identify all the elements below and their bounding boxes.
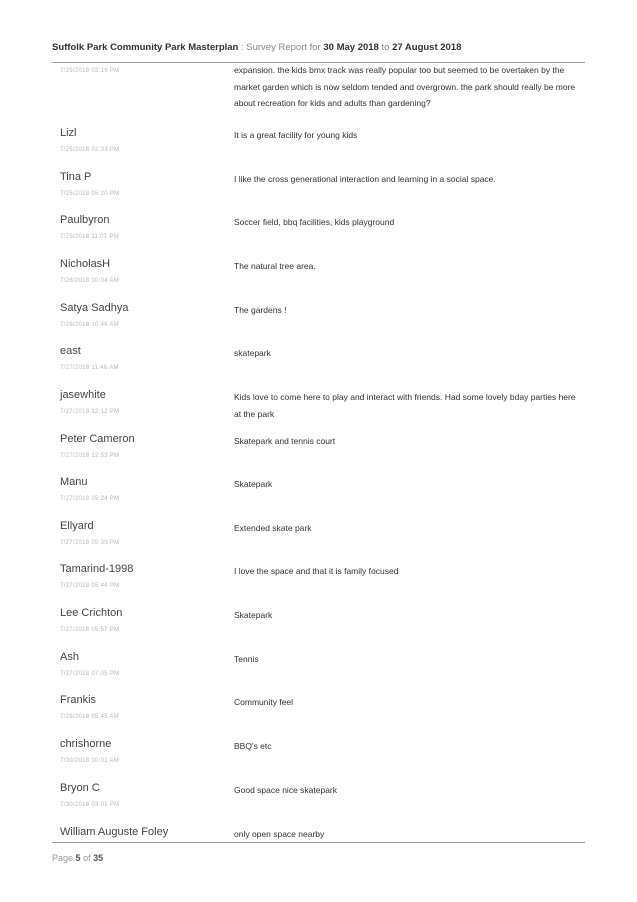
response-timestamp: 7/26/2018 10:46 AM [60,322,120,328]
response-text: skatepark [234,348,271,358]
respondent-name: Peter Cameron [60,433,135,445]
report-end-date: 27 August 2018 [392,42,462,53]
response-timestamp: 7/26/2018 10:04 AM [60,278,120,284]
respondent-name: Ash [60,651,79,663]
response-timestamp: 7/30/2018 03:01 PM [60,802,120,808]
report-start-date: 30 May 2018 [323,42,379,53]
response-text: The gardens ! [234,305,287,315]
report-subtitle: : Survey Report for [241,42,321,53]
response-text: I love the space and that it is family focused [234,566,399,576]
response-timestamp: 7/25/2018 11:07 PM [60,234,119,240]
page-footer [52,842,585,863]
response-text: Skatepark [234,610,273,620]
respondent-name: Ellyard [60,520,94,532]
response-timestamp: 7/27/2018 12:53 PM [60,453,120,459]
respondent-name: Paulbyron [60,214,110,226]
report-title: Suffolk Park Community Park Masterplan [52,42,239,53]
response-timestamp: 7/25/2018 05:20 PM [60,191,120,197]
respondent-name: William Auguste Foley [60,826,169,838]
response-text: Tennis [234,654,259,664]
response-text: Good space nice skatepark [234,785,338,795]
response-text: BBQ's etc [234,741,272,751]
response-timestamp: 7/25/2018 02:33 PM [60,147,120,153]
response-timestamp: 7/27/2018 05:57 PM [60,627,120,633]
respondent-name: Manu [60,476,88,488]
page-total: 35 [93,853,104,863]
response-text: expansion. the kids bmx track was really popular too but seemed to be overtaken by the market garden which is now seldom tended and overgrown. the park should really be more about recreation for kids and adults than gardening? [234,65,576,108]
response-text: Extended skate park [234,523,312,533]
respondent-name: Frankis [60,694,97,706]
response-timestamp: 7/27/2018 12:12 PM [60,409,120,415]
page-number: 5 [75,853,81,863]
response-timestamp: 7/30/2018 10:01 AM [60,758,120,764]
response-text: I like the cross generational interaction and learning in a social space. [234,174,496,184]
page-of-label: of [83,853,91,863]
respondent-name: jasewhite [60,389,106,401]
response-timestamp: 7/28/2018 05:45 AM [60,714,120,720]
response-text: Skatepark and tennis court [234,436,336,446]
respondent-name: chrishorne [60,738,112,750]
response-text: It is a great facility for young kids [234,130,358,140]
respondent-name: Lizl [60,127,77,139]
respondent-name: Tamarind-1998 [60,563,134,575]
response-text: The natural tree area. [234,261,316,271]
response-timestamp: 7/27/2018 11:46 AM [60,365,119,371]
page-label: Page [52,853,74,863]
respondent-name: east [60,345,81,357]
response-text: Soccer field, bbq facilities, kids playground [234,217,395,227]
respondent-name: Tina P [60,171,92,183]
respondent-name: Satya Sadhya [60,302,129,314]
report-date-separator: to [381,42,390,53]
response-text: Kids love to come here to play and interact with friends. Had some lovely bday parties here at the park [234,392,576,419]
response-text: Community feel [234,697,294,707]
response-timestamp: 7/27/2018 07:05 PM [60,671,120,677]
respondent-name: NicholasH [60,258,111,270]
response-timestamp: 7/25/2018 02:16 PM [60,68,120,74]
respondent-name: Lee Crichton [60,607,123,619]
response-text: only open space nearby [234,829,325,839]
response-text: Skatepark [234,479,273,489]
response-timestamp: 7/27/2018 05:44 PM [60,583,120,589]
respondent-name: Bryon C [60,782,100,794]
response-timestamp: 7/27/2018 05:30 PM [60,540,120,546]
response-timestamp: 7/27/2018 05:24 PM [60,496,120,502]
